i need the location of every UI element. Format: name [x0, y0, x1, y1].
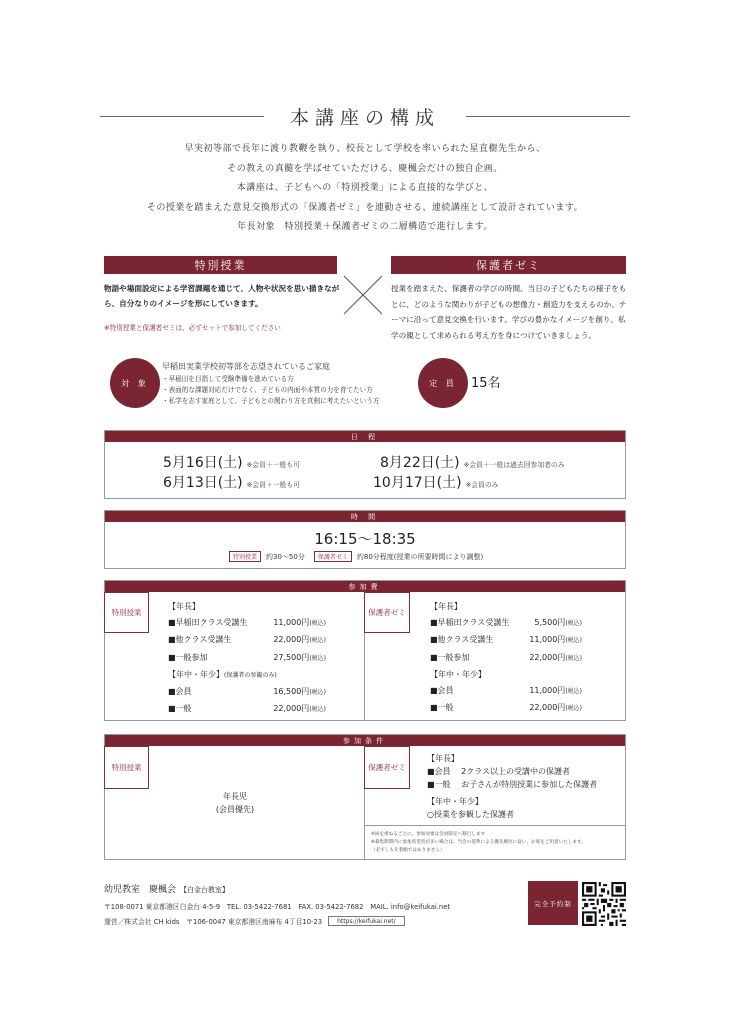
conditions-line: 【年長】: [427, 754, 459, 763]
fee-group-title: 【年中・年少】(保護者の参観のみ): [168, 669, 277, 679]
operator-info: 運営／株式会社 CH kids 〒106-0047 東京都港区南麻布 4丁目10-23: [104, 918, 323, 926]
schedule-box: [104, 430, 626, 499]
target-badge: 対 象: [110, 358, 160, 408]
page-title: 本講座の構成: [290, 106, 441, 129]
fee-row: ■会員 11,000円(税込): [430, 686, 582, 696]
target-main: 早稲田実業学校初等部を志望されているご家庭: [162, 362, 330, 371]
fee-special-class-label: 特別授業: [104, 592, 149, 633]
target-item: ・表面的な課題対応だけでなく、子どもの内面や本質の力を育てたい方: [162, 386, 373, 394]
cross-icon: [340, 272, 386, 318]
schedule-date-3: 6月13日(土) ※会員＋一般も可: [163, 475, 300, 491]
page-title-row: [100, 98, 630, 134]
fee-row: ■他クラス受講生 11,000円(税込): [430, 635, 582, 645]
fee-row: ■一般参加 27,500円(税込): [168, 652, 326, 662]
conditions-seminar-text: [427, 752, 623, 821]
conditions-header: 参加条件: [105, 735, 625, 746]
schedule-date-4: 10月17日(土) ※会員のみ: [373, 475, 499, 491]
footer-operator-row: [104, 916, 405, 926]
intro-line: その授業を踏まえた意見交換形式の「保護者ゼミ」を連動させる、連続講座として設計されています。: [146, 202, 584, 213]
branch-name: 【白金台教室】: [180, 886, 230, 894]
footer-address: 〒108-0071 東京都港区白金台 4-5-9 TEL. 03-5422-7681 FAX. 03-5422-7682 MAIL. info@keifukai.net: [104, 903, 451, 911]
parent-seminar-duration: 約80分程度(授業の所要時間により調整): [356, 552, 484, 561]
special-class-description: 物語や場面設定による学習課題を通じて、人物や状況を思い描きながら、自分なりのイメージを形にしていきます。: [104, 284, 340, 308]
capacity-badge: 定 員: [418, 358, 468, 408]
qr-code-icon[interactable]: [582, 882, 626, 926]
time-box: [104, 510, 626, 569]
intro-line: 早実初等部で長年に渡り教鞭を執り、校長として学校を率いられた星直樹先生から、: [184, 144, 546, 154]
title-rule-left: [100, 116, 264, 117]
conditions-special-target: 年長児: [223, 792, 247, 801]
fee-row: ■他クラス受講生 22,000円(税込): [168, 635, 326, 645]
fee-row: ■早稲田クラス受講生 11,000円(税込): [168, 618, 326, 628]
footer-school: [104, 882, 229, 895]
intro-text: [100, 140, 630, 238]
fee-special-list: [168, 599, 326, 718]
conditions-note-divider: [364, 825, 625, 826]
conditions-box: [104, 734, 626, 860]
fee-row: ■一般参加 22,000円(税込): [430, 652, 582, 662]
fee-group-title: 【年長】: [168, 602, 200, 611]
conditions-note: ※募集期間内に参加希望者が多い場合は、当会の基準による優先順位に従い、お席をご用意いたします。: [371, 840, 586, 845]
time-header: 時 間: [105, 511, 625, 522]
conditions-line: 【年中・年少】: [427, 797, 483, 806]
time-range: 16:15〜18:35: [314, 530, 416, 548]
conditions-special-class-label: 特別授業: [104, 746, 149, 789]
fee-header: 参加費: [105, 581, 625, 592]
conditions-parent-seminar-label: 保護者ゼミ: [364, 746, 410, 789]
fee-row: ■早稲田クラス受講生 5,500円(税込): [430, 618, 582, 628]
fee-row: ■一般 22,000円(税込): [430, 703, 582, 713]
conditions-line: ○授業を参観した保護者: [427, 810, 514, 819]
time-breakdown: [229, 551, 483, 562]
special-class-header: 特別授業: [104, 256, 337, 274]
parent-seminar-tag: 保護者ゼミ: [314, 551, 352, 562]
schedule-date-1: 5月16日(土) ※会員＋一般も可: [163, 455, 300, 471]
conditions-note: ※回を重ねるごとに、参加対象は会員限定へ移行します: [371, 832, 486, 837]
reservation-badge: 完全予約制: [528, 881, 578, 925]
fee-group-title: 【年長】: [430, 602, 462, 611]
fee-parent-seminar-label: 保護者ゼミ: [364, 592, 410, 633]
fee-box: [104, 580, 626, 721]
conditions-notes: [371, 831, 623, 855]
set-participation-note: ※特別授業と保護者ゼミは、必ずセットで参加してください: [104, 324, 281, 332]
target-list: [162, 374, 379, 407]
fee-group-title: 【年中・年少】: [430, 669, 486, 679]
conditions-special-text: [165, 790, 305, 816]
parent-seminar-header: 保護者ゼミ: [391, 256, 626, 274]
schedule-date-2: 8月22日(土) ※会員＋一般は過去回参加者のみ: [380, 455, 565, 471]
capacity-value: 15名: [471, 376, 501, 391]
intro-line: 本講座は、子どもへの「特別授業」による直接的な学びと、: [236, 183, 494, 193]
target-item: ・早稲田を目指して受験準備を進めている方: [162, 375, 294, 383]
conditions-line: ■一般 お子さんが特別授業に参加した保護者: [427, 780, 598, 789]
parent-seminar-description: 授業を踏まえた、保護者の学びの時間。当日の子どもたちの様子をもとに、どのような関わりが子どもの想像力・創造力を支えるのか、テーマに沿って意見交換を行います。学びの豊かなイメージを創り、私学の親として求められる考え方を身につけていきましょう。: [391, 284, 627, 340]
title-rule-right: [466, 116, 630, 117]
special-class-duration: 約30〜50分: [266, 552, 305, 561]
conditions-line: ■会員 2クラス以上の受講中の保護者: [427, 767, 570, 776]
target-item: ・私学を志す家庭として、子どもとの関わり方を真剣に考えたいという方: [162, 397, 380, 405]
fee-seminar-list: [430, 599, 582, 717]
fee-row: ■一般 22,000円(税込): [168, 704, 326, 714]
conditions-special-priority: (会員優先): [215, 805, 255, 814]
website-link[interactable]: https://keifukai.net/: [328, 916, 405, 926]
intro-line: 年長対象 特別授業＋保護者ゼミの二層構造で進行します。: [237, 222, 493, 232]
intro-line: その教えの真髄を学ばせていただける、慶楓会だけの独自企画。: [227, 163, 503, 174]
conditions-note: （必ずしも先着順ではありません）: [371, 848, 445, 853]
schedule-header: 日 程: [105, 431, 625, 442]
fee-row: ■会員 16,500円(税込): [168, 687, 326, 697]
school-name: 幼児教室 慶楓会: [104, 885, 177, 895]
special-class-tag: 特別授業: [229, 551, 261, 562]
